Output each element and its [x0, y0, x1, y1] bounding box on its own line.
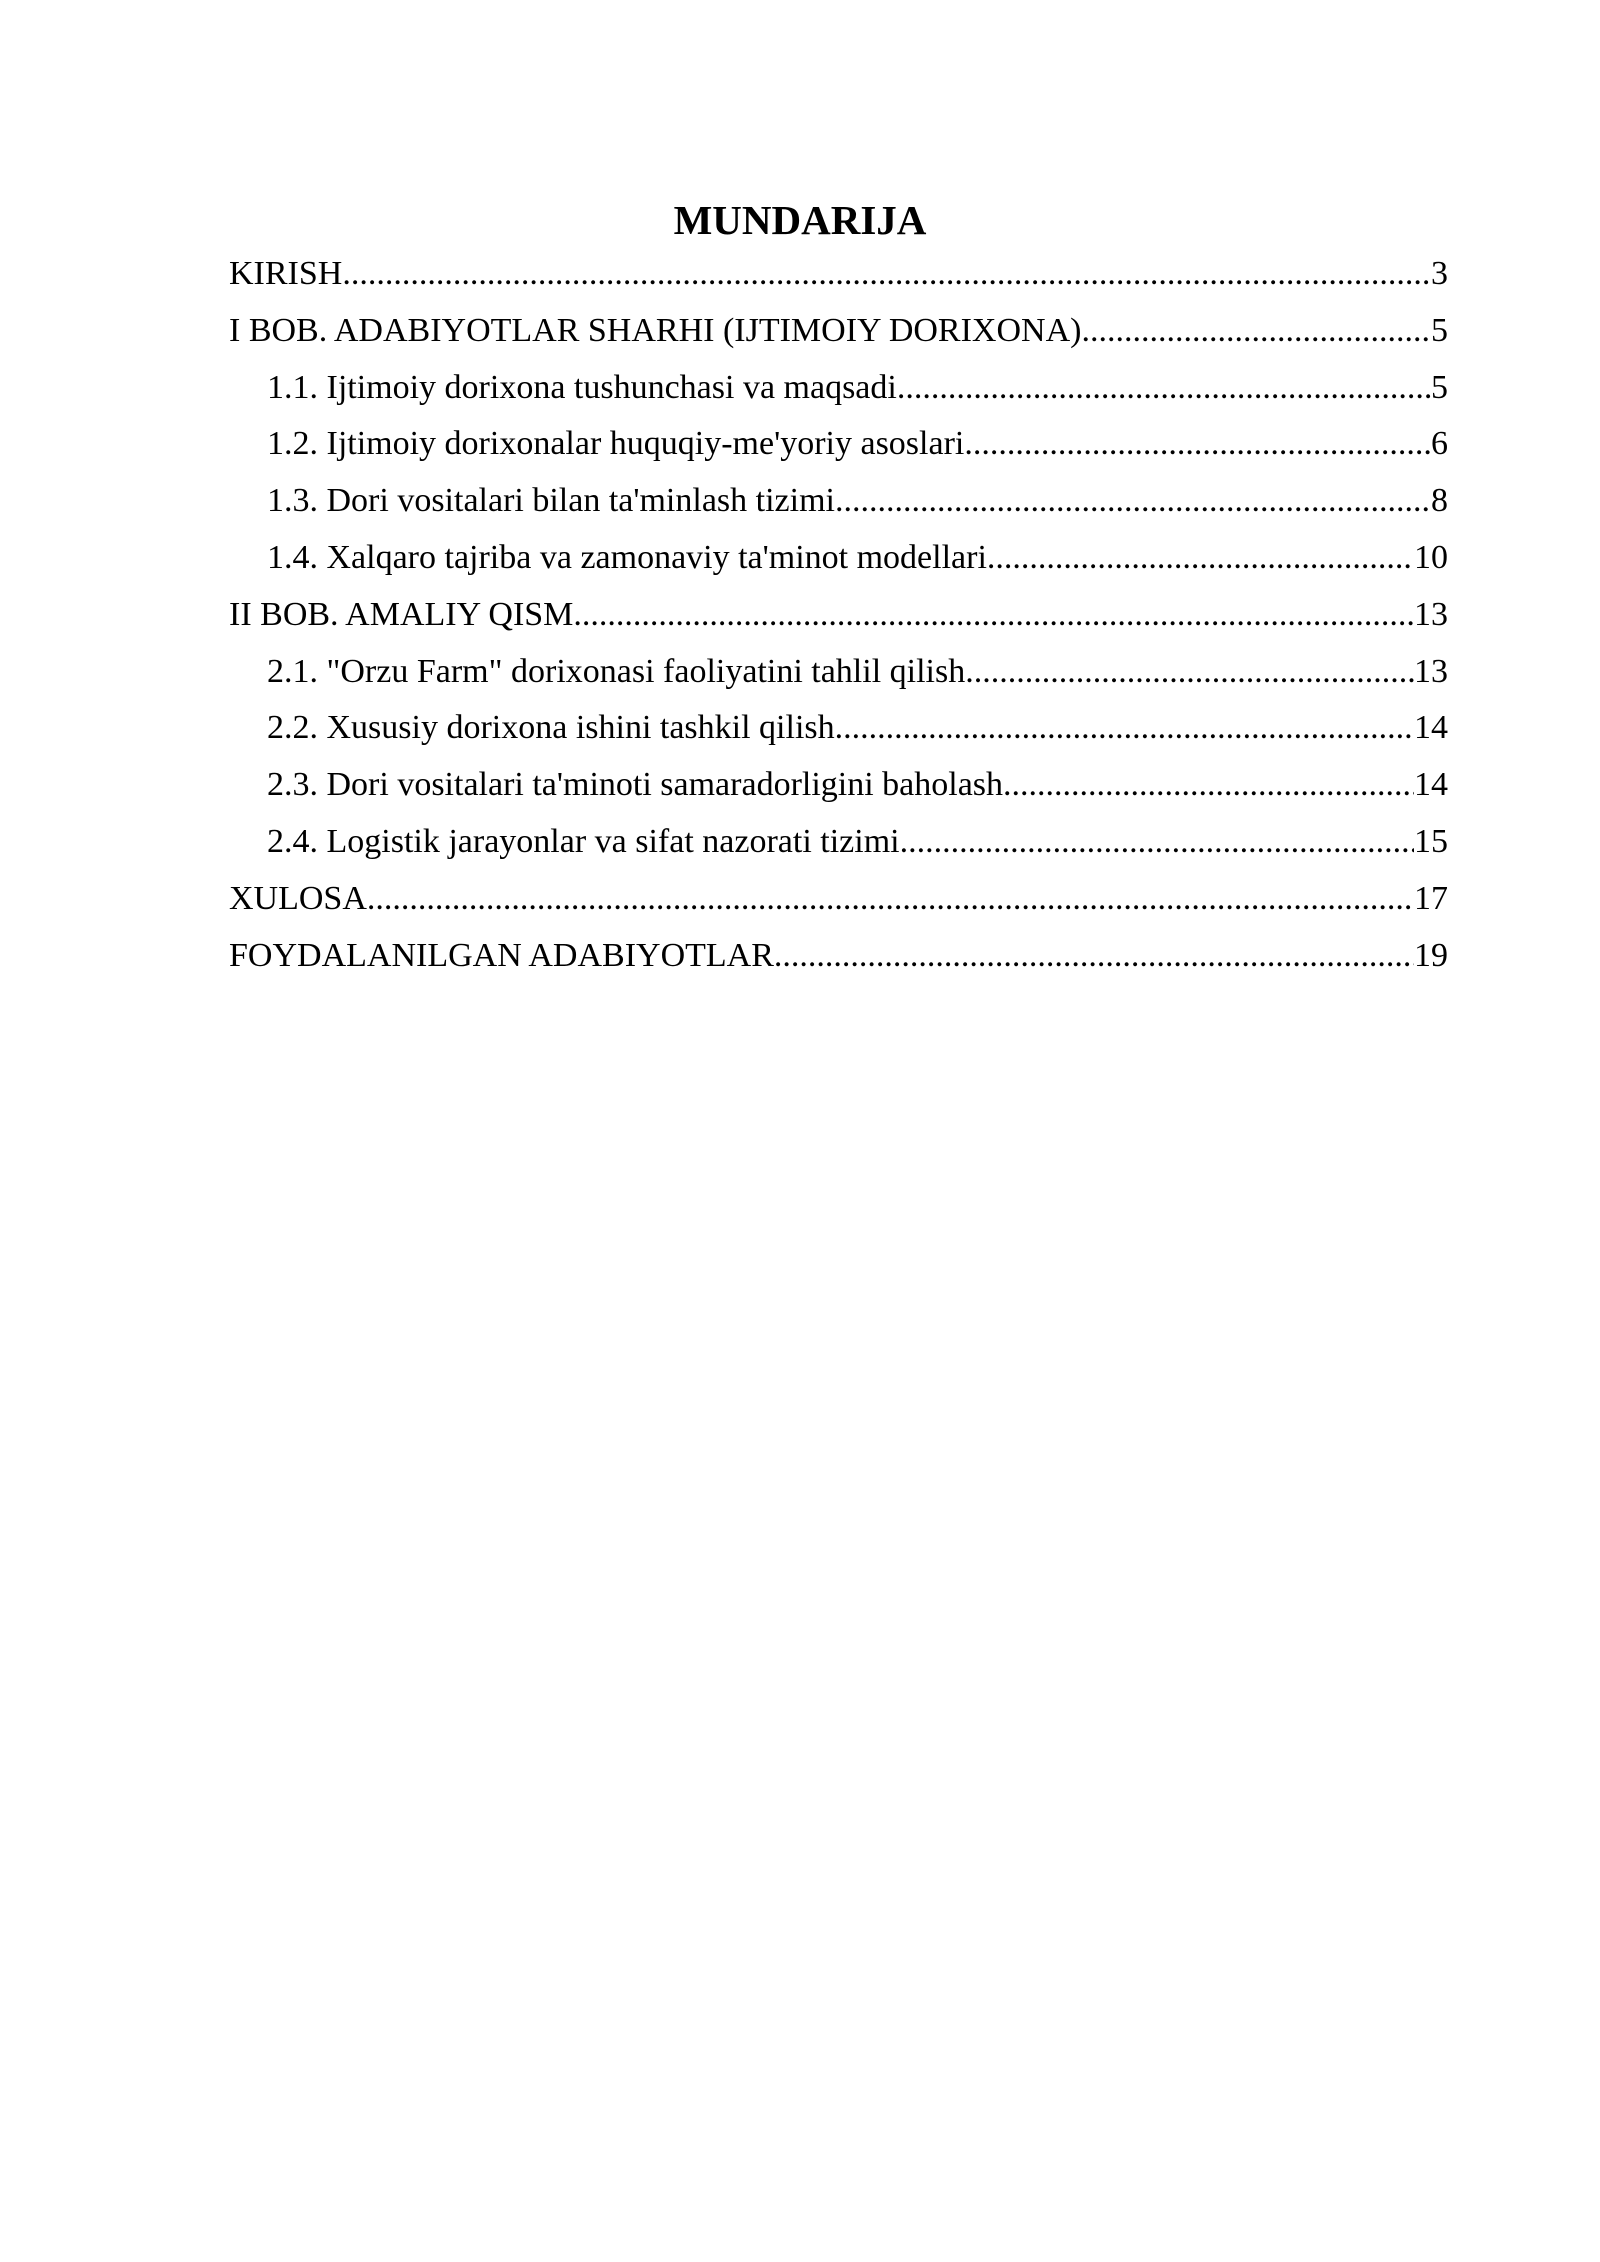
toc-entry[interactable]	[229, 871, 1448, 928]
toc-dot-leader	[987, 530, 1414, 587]
toc-dot-leader	[965, 644, 1414, 701]
toc-entry-text: 2.3. Dori vositalari ta'minoti samaradorligini baholash	[267, 766, 1004, 804]
toc-page-number: 5	[1431, 368, 1448, 406]
toc-page-number: 14	[1414, 766, 1448, 804]
toc-entry[interactable]	[229, 473, 1448, 530]
toc-entry[interactable]	[229, 644, 1448, 701]
toc-dot-leader	[835, 473, 1431, 530]
table-of-contents	[229, 246, 1448, 984]
toc-entry[interactable]	[229, 757, 1448, 814]
toc-page-number: 6	[1431, 425, 1448, 463]
toc-entry[interactable]	[229, 814, 1448, 871]
toc-entry-text: I BOB. ADABIYOTLAR SHARHI (IJTIMOIY DORIXONA)	[229, 311, 1082, 349]
toc-dot-leader	[1003, 757, 1414, 814]
toc-entry-text: 1.2. Ijtimoiy dorixonalar huquqiy-me'yoriy asoslari	[267, 425, 965, 463]
toc-page-number: 13	[1414, 652, 1448, 690]
toc-dot-leader	[900, 814, 1414, 871]
toc-entry[interactable]	[229, 246, 1448, 303]
toc-entry[interactable]	[229, 530, 1448, 587]
toc-entry-text: FOYDALANILGAN ADABIYOTLAR	[229, 936, 774, 974]
toc-page-number: 17	[1414, 879, 1448, 917]
toc-entry-text: II BOB. AMALIY QISM	[229, 595, 574, 633]
toc-page-number: 14	[1414, 709, 1448, 747]
toc-entry[interactable]	[229, 416, 1448, 473]
toc-page-number: 3	[1431, 255, 1448, 292]
toc-entry[interactable]	[229, 928, 1448, 985]
toc-page-number: 13	[1414, 595, 1448, 633]
toc-entry-text: XULOSA	[229, 879, 367, 917]
toc-entry-text: 1.4. Xalqaro tajriba va zamonaviy ta'minot modellari	[267, 538, 987, 576]
toc-dot-leader	[774, 928, 1414, 985]
toc-page-number: 10	[1414, 538, 1448, 576]
toc-entry[interactable]	[229, 360, 1448, 417]
toc-entry-text: 1.1. Ijtimoiy dorixona tushunchasi va maqsadi	[267, 368, 897, 406]
toc-entry[interactable]	[229, 587, 1448, 644]
toc-title: MUNDARIJA	[673, 197, 927, 243]
toc-dot-leader	[573, 587, 1414, 644]
toc-entry-text: 1.3. Dori vositalari bilan ta'minlash tizimi	[267, 482, 835, 520]
toc-page-number: 15	[1414, 822, 1448, 860]
toc-entry[interactable]	[229, 700, 1448, 757]
toc-page-number: 19	[1414, 936, 1448, 974]
toc-dot-leader	[367, 871, 1414, 928]
toc-dot-leader	[342, 246, 1431, 303]
toc-entry-text: 2.4. Logistik jarayonlar va sifat nazorati tizimi	[267, 822, 900, 860]
toc-dot-leader	[835, 700, 1414, 757]
toc-page-number: 8	[1431, 482, 1448, 520]
toc-dot-leader	[964, 416, 1431, 473]
toc-dot-leader	[1081, 303, 1431, 360]
toc-entry-text: 2.2. Xususiy dorixona ishini tashkil qilish	[267, 709, 835, 747]
toc-dot-leader	[897, 360, 1431, 417]
toc-entry-text: KIRISH	[229, 255, 343, 292]
toc-entry[interactable]	[229, 303, 1448, 360]
toc-entry-text: 2.1. "Orzu Farm" dorixonasi faoliyatini tahlil qilish	[267, 652, 966, 690]
toc-page-number: 5	[1431, 311, 1448, 349]
